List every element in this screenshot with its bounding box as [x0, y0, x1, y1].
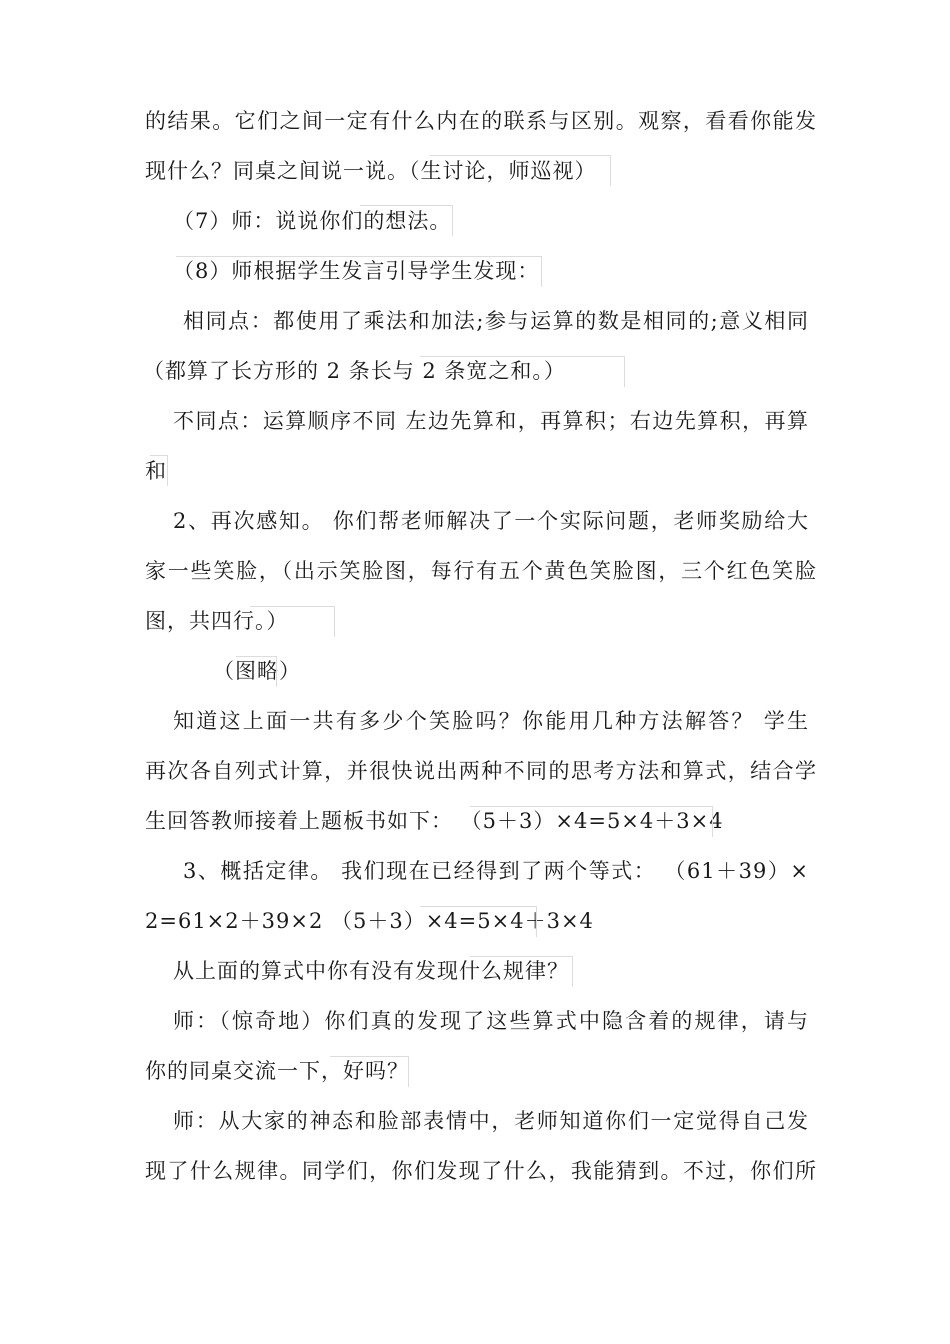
text-line-5: 相同点：都使用了乘法和加法;参与运算的数是相同的;意义相同	[183, 309, 809, 333]
text-line-12: （图略）	[213, 659, 301, 683]
cell-border	[176, 256, 542, 287]
text-line-17: 2=61×2＋39×2 （5＋3）×4=5×4＋3×4	[145, 909, 594, 933]
text-line-1: 的结果。它们之间一定有什么内在的联系与区别。观察，看看你能发	[145, 109, 817, 133]
text-line-14: 再次各自列式计算，并很快说出两种不同的思考方法和算式，结合学	[145, 759, 817, 783]
cell-border	[250, 606, 335, 637]
cell-border	[470, 956, 573, 987]
text-line-6: （都算了长方形的 2 条长与 2 条宽之和。）	[143, 359, 566, 383]
cell-border	[236, 656, 277, 687]
text-line-7: 不同点：运算顺序不同 左边先算和，再算积；右边先算积，再算	[173, 409, 809, 433]
text-line-9: 2、再次感知。 你们帮老师解决了一个实际问题，老师奖励给大	[173, 509, 809, 533]
text-line-15: 生回答教师接着上题板书如下： （5＋3）×4=5×4＋3×4	[145, 809, 724, 833]
text-line-18: 从上面的算式中你有没有发现什么规律？	[173, 959, 569, 983]
cell-border	[420, 356, 625, 387]
text-line-11: 图，共四行。）	[145, 609, 289, 633]
text-line-20: 你的同桌交流一下，好吗？	[145, 1059, 409, 1083]
text-line-3: （7）师：说说你们的想法。	[173, 209, 452, 233]
cell-border	[360, 205, 453, 236]
cell-border	[330, 1056, 409, 1087]
text-line-13: 知道这上面一共有多少个笑脸吗？你能用几种方法解答？ 学生	[173, 709, 809, 733]
cell-border	[430, 155, 611, 186]
cell-border	[470, 806, 713, 837]
text-line-10: 家一些笑脸，（出示笑脸图，每行有五个黄色笑脸图，三个红色笑脸	[145, 559, 817, 583]
cell-border	[150, 455, 168, 486]
text-line-4: （8）师根据学生发言引导学生发现：	[173, 259, 540, 283]
text-line-22: 现了什么规律。同学们，你们发现了什么，我能猜到。不过，你们所	[145, 1159, 817, 1183]
text-line-16: 3、概括定律。 我们现在已经得到了两个等式： （61＋39）×	[183, 859, 809, 883]
cell-border	[420, 906, 537, 937]
text-line-2: 现什么？同桌之间说一说。（生讨论，师巡视）	[145, 159, 597, 183]
text-line-19: 师：（惊奇地）你们真的发现了这些算式中隐含着的规律，请与	[173, 1009, 809, 1033]
text-line-21: 师：从大家的神态和脸部表情中，老师知道你们一定觉得自己发	[173, 1109, 809, 1133]
text-line-8: 和	[145, 459, 167, 483]
